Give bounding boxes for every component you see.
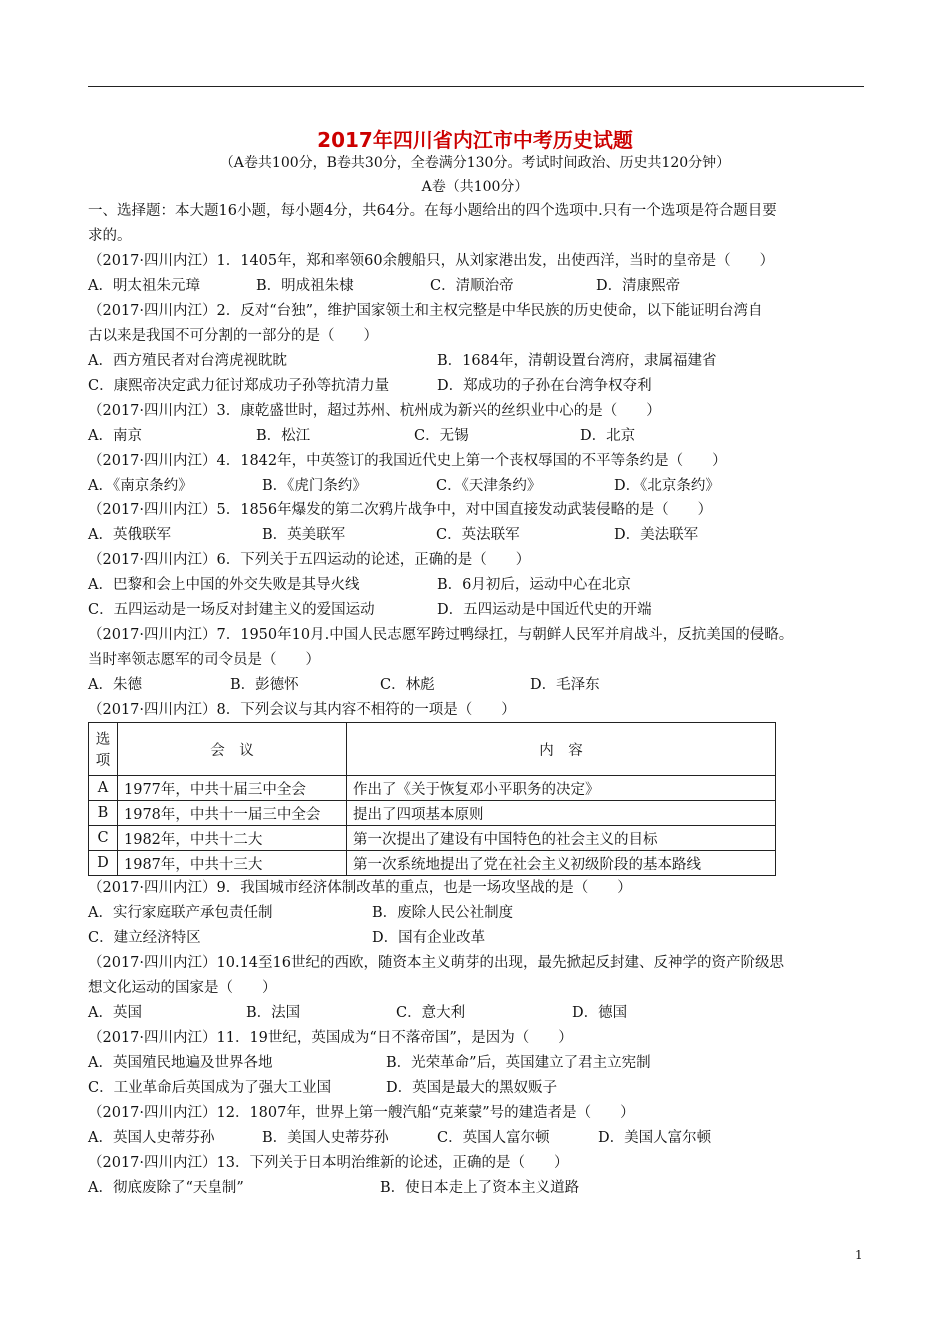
table-row [89,776,776,801]
question-3-stem: （2017·四川内江）3．康乾盛世时，超过苏州、杭州成为新兴的丝织业中心的是（ ） [88,403,661,419]
q11-option-d: D．英国是最大的黑奴贩子 [386,1080,558,1096]
row-option: C [89,826,118,851]
q12-option-d: D．美国人富尔顿 [598,1130,712,1146]
q3-option-b: B．松江 [256,428,311,444]
q1-option-c: C．清顺治帝 [430,278,514,294]
question-7-stem: （2017·四川内江）7．1950年10月.中国人民志愿军跨过鸭绿扛，与朝鲜人民军并肩战斗，反抗美国的侵略。 [88,627,794,643]
q9-option-a: A．实行家庭联产承包责任制 [88,905,273,921]
q2-option-b: B．1684年，清朝设置台湾府，隶属福建省 [437,353,717,369]
q5-option-b: B．英美联军 [262,527,346,543]
q3-option-d: D．北京 [580,428,636,444]
q5-option-d: D．美法联军 [614,527,699,543]
question-10-stem: （2017·四川内江）10.14至16世纪的西欧，随资本主义萌芽的出现，最先掀起反封建、反神学的资产阶级思 [88,955,784,971]
intro-line: 一、选择题：本大题16小题，每小题4分，共64分。在每小题给出的四个选项中.只有一个选项是符合题目要 [88,203,777,219]
q6-option-b: B．6月初后，运动中心在北京 [437,577,631,593]
q9-option-c: C．建立经济特区 [88,930,201,946]
question-8-stem: （2017·四川内江）8．下列会议与其内容不相符的一项是（ ） [88,702,516,718]
header-rule [88,86,864,87]
exam-subtitle: （A卷共100分，B卷共30分，全卷满分130分。考试时间政治、历史共120分钟） [219,155,731,171]
q7-option-c: C．林彪 [380,677,435,693]
row-content: 第一次提出了建设有中国特色的社会主义的目标 [347,826,776,851]
q3-option-c: C．无锡 [414,428,469,444]
q11-option-a: A．英国殖民地遍及世界各地 [88,1055,273,1071]
row-option: D [89,851,118,876]
q4-option-a: A．《南京条约》 [88,478,193,494]
q7-option-a: A．朱德 [88,677,142,693]
q10-option-a: A．英国 [88,1005,142,1021]
row-content: 提出了四项基本原则 [347,801,776,826]
q1-option-b: B．明成祖朱棣 [256,278,354,294]
q12-option-c: C．英国人富尔顿 [437,1130,550,1146]
q5-option-c: C．英法联军 [436,527,520,543]
q9-option-d: D．国有企业改革 [372,930,486,946]
q6-option-c: C．五四运动是一场反对封建主义的爱国运动 [88,602,375,618]
row-meeting: 1977年，中共十届三中全会 [118,776,347,801]
q10-option-c: C．意大利 [396,1005,466,1021]
page-number: 1 [855,1248,863,1262]
question-13-stem: （2017·四川内江）13．下列关于日本明治维新的论述，正确的是（ ） [88,1155,569,1171]
q13-option-b: B．使日本走上了资本主义道路 [380,1180,580,1196]
q4-option-b: B．《虎门条约》 [262,478,367,494]
q12-option-a: A．英国人史蒂芬孙 [88,1130,215,1146]
row-content: 第一次系统地提出了党在社会主义初级阶段的基本路线 [347,851,776,876]
q9-option-b: B．废除人民公社制度 [372,905,514,921]
question-11-stem: （2017·四川内江）11．19世纪，英国成为“日不落帝国”，是因为（ ） [88,1030,573,1046]
q10-option-d: D．德国 [572,1005,628,1021]
question-9-stem: （2017·四川内江）9．我国城市经济体制改革的重点，也是一场攻坚战的是（ ） [88,880,632,896]
q7-option-d: D．毛泽东 [530,677,600,693]
table-row [89,851,776,876]
question-1-stem: （2017·四川内江）1．1405年，郑和率领60余艘船只，从刘家港出发，出使西洋，当时的皇帝是（ ） [88,253,775,269]
q2-option-c: C．康熙帝决定武力征讨郑成功子孙等抗清力量 [88,378,390,394]
q1-option-d: D．清康熙帝 [596,278,681,294]
header-meeting: 会 议 [118,723,347,776]
question-2-stem: 古以来是我国不可分割的一部分的是（ ） [88,328,378,344]
q4-option-d: D．《北京条约》 [614,478,720,494]
q11-option-c: C．工业革命后英国成为了强大工业国 [88,1080,332,1096]
intro-line: 求的。 [88,228,132,244]
question-12-stem: （2017·四川内江）12．1807年，世界上第一艘汽船“克莱蒙”号的建造者是（ ） [88,1105,635,1121]
q10-option-b: B．法国 [246,1005,301,1021]
q2-option-a: A．西方殖民者对台湾虎视眈眈 [88,353,287,369]
header-content: 内 容 [347,723,776,776]
q1-option-a: A．明太祖朱元璋 [88,278,200,294]
row-meeting: 1982年，中共十二大 [118,826,347,851]
row-content: 作出了《关于恢复邓小平职务的决定》 [347,776,776,801]
question-7-stem: 当时率领志愿军的司令员是（ ） [88,652,320,668]
meeting-table [88,722,776,876]
question-4-stem: （2017·四川内江）4．1842年，中英签订的我国近代史上第一个丧权辱国的不平等条约是（ ） [88,453,727,469]
exam-title: 2017年四川省内江市中考历史试题 [317,128,633,152]
q3-option-a: A．南京 [88,428,142,444]
table-header-row [89,723,776,776]
header-option: 选 项 [89,723,118,776]
row-option: A [89,776,118,801]
q13-option-a: A．彻底废除了“天皇制” [88,1180,244,1196]
q6-option-d: D．五四运动是中国近代史的开端 [437,602,652,618]
section-label: A卷（共100分） [421,179,529,195]
table-row [89,801,776,826]
question-2-stem: （2017·四川内江）2．反对“台独”，维护国家领土和主权完整是中华民族的历史使命，以下能证明台湾自 [88,303,763,319]
row-meeting: 1987年，中共十三大 [118,851,347,876]
q7-option-b: B．彭德怀 [230,677,299,693]
table-row [89,826,776,851]
row-meeting: 1978年，中共十一届三中全会 [118,801,347,826]
q2-option-d: D．郑成功的子孙在台湾争权夺利 [437,378,652,394]
question-5-stem: （2017·四川内江）5．1856年爆发的第二次鸦片战争中，对中国直接发动武装侵略的是（ ） [88,502,713,518]
q11-option-b: B．光荣革命”后，英国建立了君主立宪制 [386,1055,651,1071]
q6-option-a: A．巴黎和会上中国的外交失败是其导火线 [88,577,360,593]
row-option: B [89,801,118,826]
question-10-stem: 想文化运动的国家是（ ） [88,980,277,996]
question-6-stem: （2017·四川内江）6．下列关于五四运动的论述，正确的是（ ） [88,552,531,568]
q5-option-a: A．英俄联军 [88,527,171,543]
q12-option-b: B．美国人史蒂芬孙 [262,1130,389,1146]
q4-option-c: C．《天津条约》 [436,478,542,494]
